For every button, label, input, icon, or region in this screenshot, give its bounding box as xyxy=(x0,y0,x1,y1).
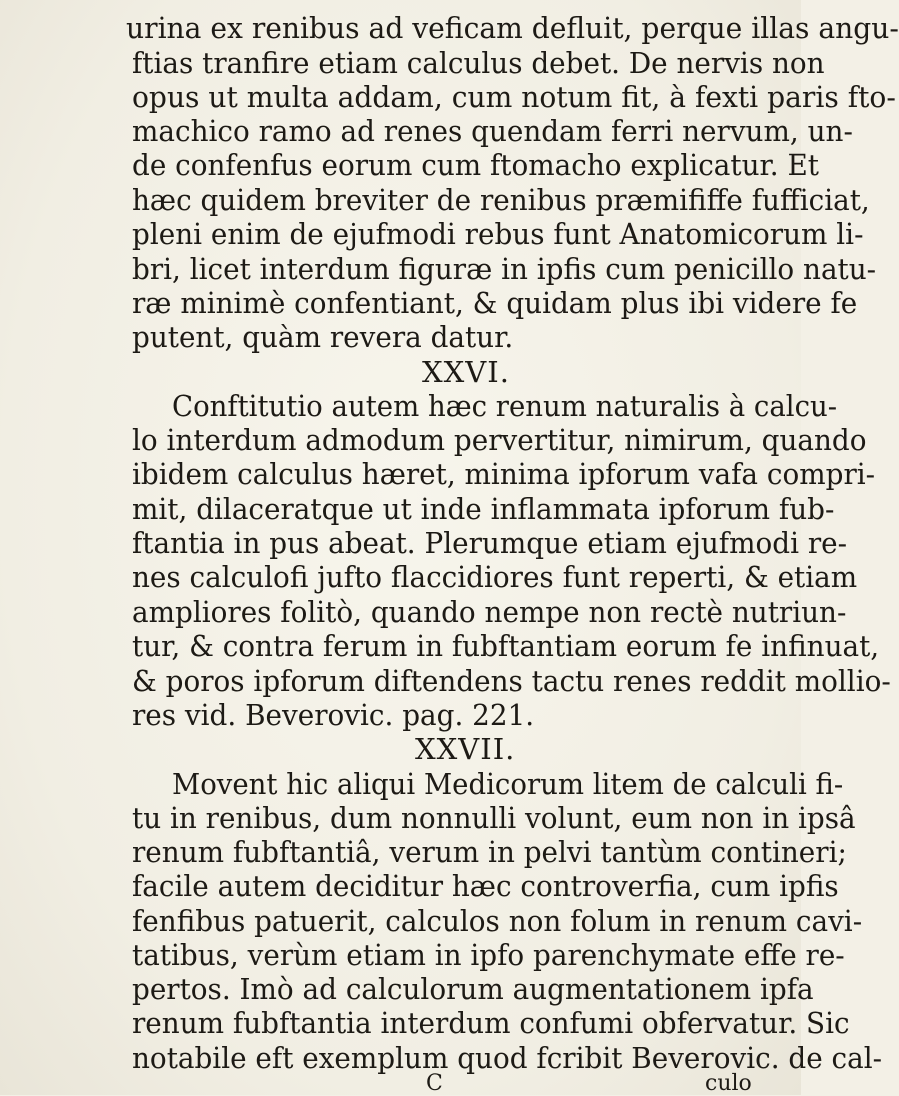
text-line: bri, licet interdum figuræ in ipfis cum penicillo natu- xyxy=(132,252,877,286)
text-line: pertos. Imò ad calculorum augmentationem ipfa xyxy=(132,972,814,1006)
text-line: fenfibus patuerit, calculos non folum in renum cavi- xyxy=(132,904,863,938)
text-line: ftias tranfire etiam calculus debet. De nervis non xyxy=(132,46,825,80)
text-line: tu in renibus, dum nonnulli volunt, eum non in ipsâ xyxy=(132,801,856,835)
text-line: renum fubftantiâ, verum in pelvi tantùm contineri; xyxy=(132,835,847,869)
text-line: tur, & contra ferum in fubftantiam eorum fe infinuat, xyxy=(132,629,880,663)
section-heading: XXVI. xyxy=(422,355,510,389)
text-line: ræ minimè confentiant, & quidam plus ibi videre fe xyxy=(132,286,858,320)
catchword: culo xyxy=(705,1071,752,1096)
text-line: putent, quàm revera datur. xyxy=(132,320,514,354)
signature-mark: C xyxy=(426,1071,443,1096)
text-line: ibidem calculus hæret, minima ipforum vafa compri- xyxy=(132,457,876,491)
text-line: facile autem deciditur hæc controverfia, cum ipfis xyxy=(132,869,839,903)
text-line: pleni enim de ejufmodi rebus funt Anatomicorum li- xyxy=(132,217,864,251)
text-line: Conftitutio autem hæc renum naturalis à calcu- xyxy=(172,389,838,423)
text-line: hæc quidem breviter de renibus præmififfe fufficiat, xyxy=(132,183,870,217)
text-line: res vid. Beverovic. pag. 221. xyxy=(132,698,535,732)
text-line: nes calculofi jufto flaccidiores funt reperti, & etiam xyxy=(132,560,858,594)
text-line: mit, dilaceratque ut inde inflammata ipforum fub- xyxy=(132,492,835,526)
text-line: & poros ipforum diftendens tactu renes reddit mollio- xyxy=(132,664,891,698)
text-line: notabile eft exemplum quod fcribit Beverovic. de cal- xyxy=(132,1041,883,1075)
section-heading: XXVII. xyxy=(415,732,516,766)
text-line: machico ramo ad renes quendam ferri nervum, un- xyxy=(132,114,853,148)
text-line: urina ex renibus ad veficam defluit, perque illas angu- xyxy=(126,11,899,45)
text-line: ftantia in pus abeat. Plerumque etiam ejufmodi re- xyxy=(132,526,848,560)
text-line: tatibus, verùm etiam in ipfo parenchymate effe re- xyxy=(132,938,845,972)
text-line: Movent hic aliqui Medicorum litem de calculi fi- xyxy=(172,767,844,801)
text-line: renum fubftantia interdum confumi obfervatur. Sic xyxy=(132,1006,850,1040)
text-line: lo interdum admodum pervertitur, nimirum, quando xyxy=(132,423,867,457)
text-line: de confenfus eorum cum ftomacho explicatur. Et xyxy=(132,148,819,182)
text-line: opus ut multa addam, cum notum fit, à fexti paris fto- xyxy=(132,80,896,114)
text-line: ampliores folitò, quando nempe non rectè nutriun- xyxy=(132,595,847,629)
